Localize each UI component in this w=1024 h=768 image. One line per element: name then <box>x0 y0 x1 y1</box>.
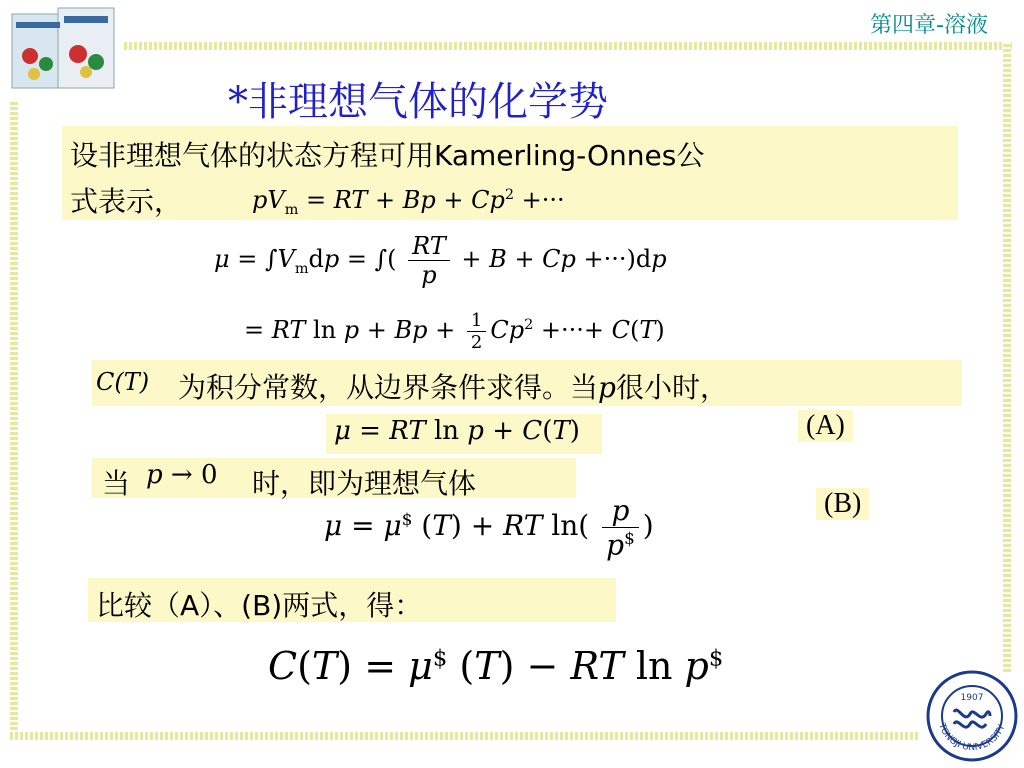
equation-b: μ = μ$ (T) + RT ln( $\frac{p}{p^{\$}}$ ) <box>324 494 654 562</box>
integral-equation-2: = RT ln p + Bp + $\frac{1}{2}$ Cp$^2$ +···+ C(T) <box>244 310 665 353</box>
slide-title: *非理想气体的化学势 <box>228 79 608 125</box>
final-equation: C(T) = μ$ (T) − RT ln p$ <box>268 644 724 688</box>
label-b: (B) <box>816 488 869 520</box>
label-a: (A) <box>798 410 853 442</box>
logo-year: 1907 <box>960 693 984 703</box>
ct-description: 为积分常数，从边界条件求得。当p很小时， <box>178 371 728 404</box>
logo-text: TONGJI UNIVERSITY <box>936 722 1008 754</box>
integral-equation-1: $\mu = \int V_mdp$ = ∫( $\frac{RT}{p}$ + B + Cp +···)dp <box>214 232 667 289</box>
p-to-zero: p → 0 <box>146 460 218 490</box>
frame-left-border <box>10 100 18 740</box>
chapter-label: 第四章-溶液 <box>870 13 988 38</box>
compare-text: 比较（A）、(B)两式，得： <box>96 589 423 622</box>
state-equation: $pV_m$ = RT + $Bp + Cp^2$ +··· <box>252 186 565 218</box>
frame-right-border <box>1003 42 1011 672</box>
frame-top-border <box>124 42 1014 50</box>
when-text-2: 时，即为理想气体 <box>252 467 477 500</box>
when-text-1: 当 <box>102 467 131 500</box>
equation-a: μ = RT ln p + C(T) <box>334 416 580 446</box>
ct-symbol: C(T) <box>96 368 150 396</box>
frame-bottom-border <box>10 732 920 740</box>
intro-line-1: 设非理想气体的状态方程可用Kamerling-Onnes公 <box>70 139 705 172</box>
intro-line-2: 式表示， <box>70 185 183 218</box>
